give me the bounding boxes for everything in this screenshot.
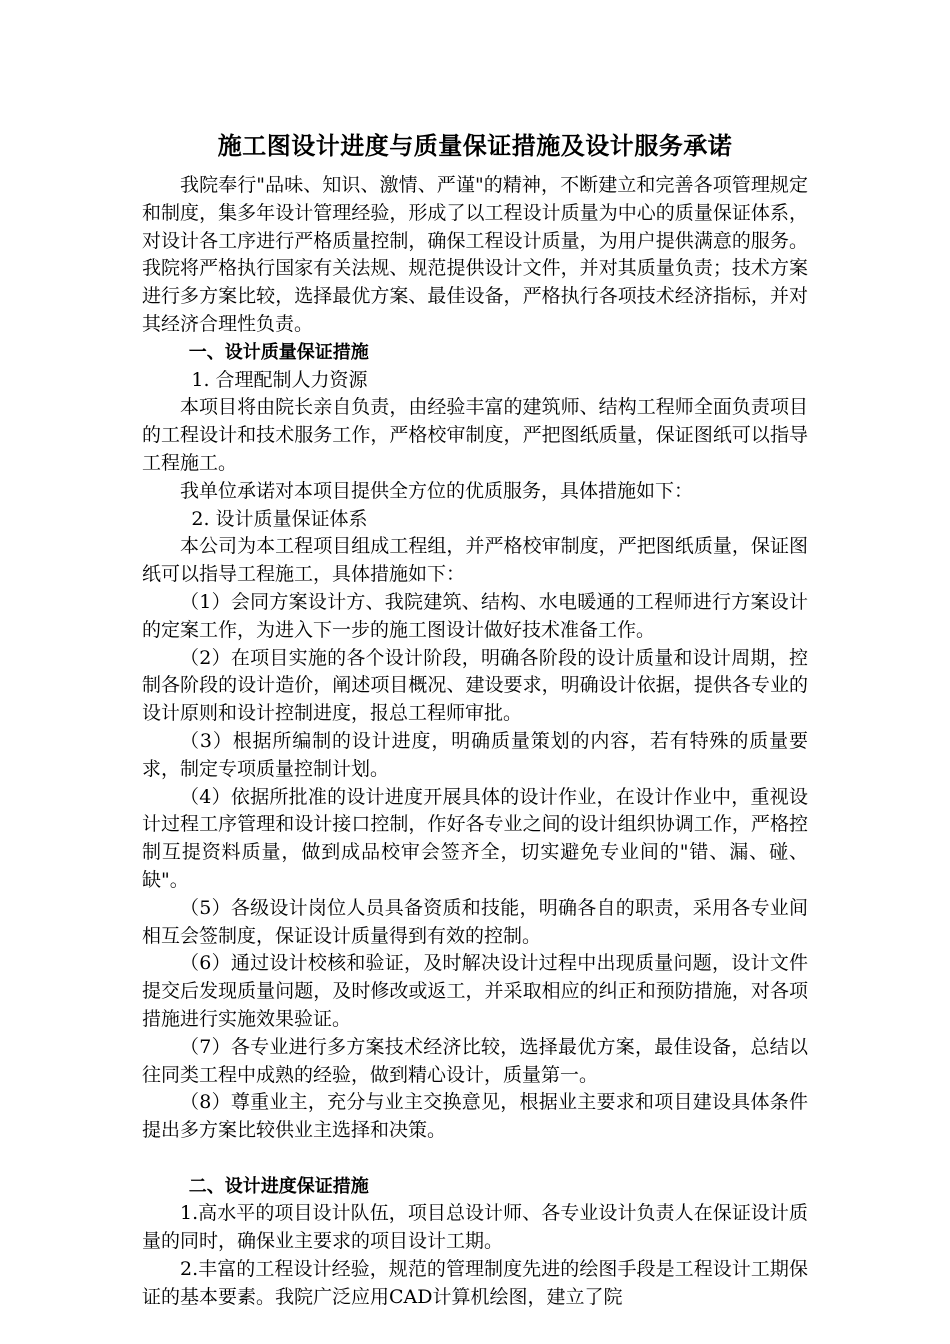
section-heading-quality: 一、设计质量保证措施	[188, 341, 369, 363]
quality-measure-item: （3）根据所编制的设计进度，明确质量策划的内容，若有特殊的质量要求，制定专项质量控制计划。	[142, 729, 808, 780]
document-title: 施工图设计进度与质量保证措施及设计服务承诺	[217, 132, 733, 160]
intro-paragraph: 我院奉行"品味、知识、激情、严谨"的精神，不断建立和完善各项管理规定和制度，集多年设计管理经验，形成了以工程设计质量为中心的质量保证体系，对设计各工序进行严格质量控制，确保工程设计质量，为用户提供满意的服务。我院将严格执行国家有关法规、规范提供设计文件，并对其质量负责；技术方案进行多方案比较，选择最优方案、最佳设备，严格执行各项技术经济指标，并对其经济合理性负责。	[142, 174, 808, 335]
quality-measure-item: （8）尊重业主，充分与业主交换意见，根据业主要求和项目建设具体条件提出多方案比较供业主选择和决策。	[142, 1091, 808, 1142]
quality-measure-item: （2）在项目实施的各个设计阶段，明确各阶段的设计质量和设计周期，控制各阶段的设计造价，阐述项目概况、建设要求，明确设计依据，提供各专业的设计原则和设计控制进度，报总工程师审批。	[142, 646, 808, 725]
manpower-paragraph: 本项目将由院长亲自负责，由经验丰富的建筑师、结构工程师全面负责项目的工程设计和技术服务工作，严格校审制度，严把图纸质量，保证图纸可以指导工程施工。	[142, 396, 808, 474]
schedule-measure-item: 2.丰富的工程设计经验，规范的管理制度先进的绘图手段是工程设计工期保证的基本要素。我院广泛应用CAD计算机绘图，建立了院	[142, 1258, 808, 1308]
quality-measure-item: （5）各级设计岗位人员具备资质和技能，明确各自的职责，采用各专业间相互会签制度，保证设计质量得到有效的控制。	[142, 896, 808, 947]
quality-measure-item: （4）依据所批准的设计进度开展具体的设计作业，在设计作业中，重视设计过程工序管理和设计接口控制，作好各专业之间的设计组织协调工作，严格控制互提资料质量，做到成品校审会签齐全，切实避免专业间的"错、漏、碰、缺"。	[142, 785, 808, 891]
document-page	[142, 128, 808, 1312]
commitment-paragraph: 我单位承诺对本项目提供全方位的优质服务，具体措施如下：	[180, 479, 694, 502]
quality-system-paragraph: 本公司为本工程项目组成工程组，并严格校审制度，严把图纸质量，保证图纸可以指导工程施工，具体措施如下：	[142, 535, 808, 586]
quality-measure-item: （6）通过设计校核和验证，及时解决设计过程中出现质量问题，设计文件提交后发现质量问题，及时修改或返工，并采取相应的纠正和预防措施，对各项措施进行实施效果验证。	[142, 952, 808, 1030]
section-spacer	[142, 1145, 808, 1173]
quality-measure-item: （1）会同方案设计方、我院建筑、结构、水电暖通的工程师进行方案设计的定案工作，为进入下一步的施工图设计做好技术准备工作。	[142, 590, 808, 641]
subsection-title-quality-system: 2. 设计质量保证体系	[191, 507, 368, 530]
quality-measure-item: （7）各专业进行多方案技术经济比较，选择最优方案，最佳设备，总结以往同类工程中成熟的经验，做到精心设计，质量第一。	[142, 1035, 808, 1086]
section-heading-schedule: 二、设计进度保证措施	[188, 1175, 369, 1197]
schedule-measure-item: 1.高水平的项目设计队伍，项目总设计师、各专业设计负责人在保证设计质量的同时，确保业主要求的项目设计工期。	[142, 1202, 808, 1253]
subsection-title-manpower: 1. 合理配制人力资源	[191, 368, 368, 391]
